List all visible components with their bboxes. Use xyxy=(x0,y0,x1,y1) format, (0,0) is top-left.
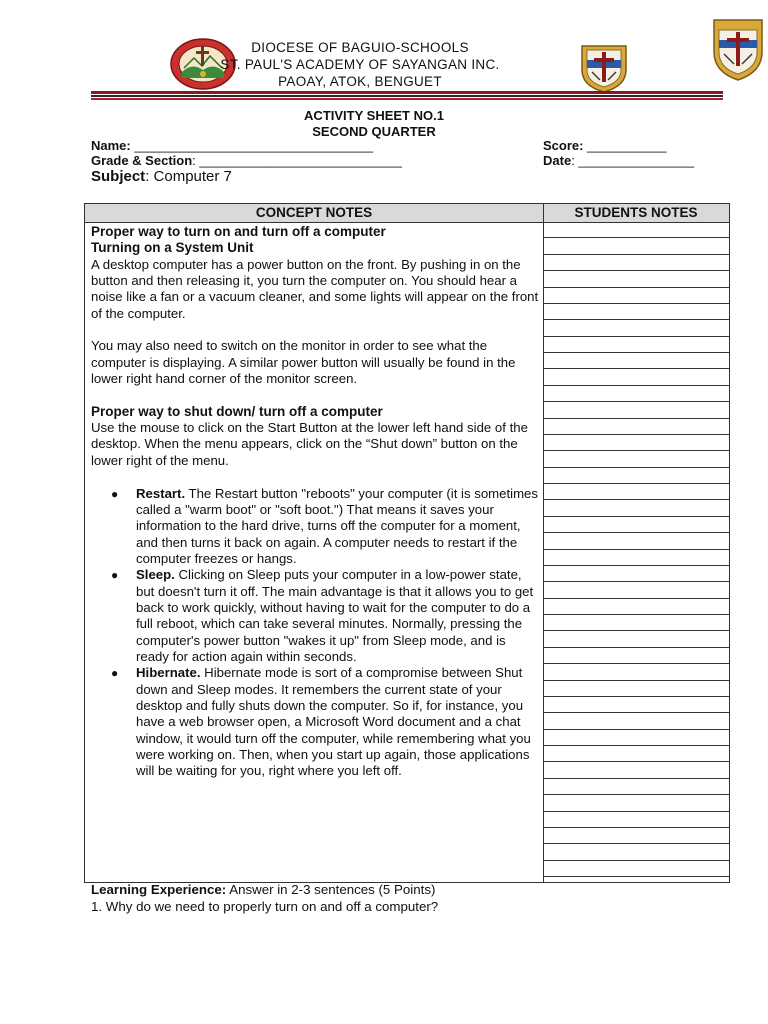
list-item xyxy=(91,567,539,665)
learning-experience-label: Learning Experience: xyxy=(91,882,227,897)
bullet-icon: ● xyxy=(111,666,119,681)
note-line[interactable] xyxy=(544,812,729,828)
note-line[interactable] xyxy=(544,550,729,566)
note-line[interactable] xyxy=(544,844,729,860)
section-heading: Proper way to shut down/ turn off a computer xyxy=(91,403,383,419)
note-line[interactable] xyxy=(544,320,729,336)
note-line[interactable] xyxy=(544,500,729,516)
note-line[interactable] xyxy=(544,730,729,746)
list-item-text: Hibernate mode is sort of a compromise between Shut down and Sleep modes. It remembers the current state of your desktop and fully shuts down the computer. So if, for instance, you have a web browser open, a Microsoft Word document and a chat window, it would turn off the computer, while remembering what you were working on. Then, when you start up again, those applications will be waiting for you, right where you left off. xyxy=(136,665,531,779)
note-line[interactable] xyxy=(544,631,729,647)
note-line[interactable] xyxy=(544,599,729,615)
score-blank[interactable]: ___________ xyxy=(583,138,667,153)
options-list xyxy=(91,486,539,780)
header-rule-bottom xyxy=(91,98,723,100)
note-line[interactable] xyxy=(544,582,729,598)
note-line[interactable] xyxy=(544,435,729,451)
note-line[interactable] xyxy=(544,468,729,484)
note-line[interactable] xyxy=(544,255,729,271)
header-rule-middle xyxy=(91,95,723,97)
list-item-text: Clicking on Sleep puts your computer in a low-power state, but doesn't turn it off. The main advantage is that it allows you to get back to work quickly, without having to wait for the computer to do a full reboot, which can take several minutes. Normally, pressing the computer's power button "wakes it up" from Sleep mode, and is ready for action again within seconds. xyxy=(136,567,534,664)
concept-notes-cell xyxy=(91,224,539,780)
note-line[interactable] xyxy=(544,795,729,811)
note-line[interactable] xyxy=(544,451,729,467)
note-line[interactable] xyxy=(544,762,729,778)
school-name: ST. PAUL'S ACADEMY OF SAYANGAN INC. xyxy=(220,57,500,72)
list-item-label: Sleep. xyxy=(136,567,175,583)
note-line[interactable] xyxy=(544,517,729,533)
note-line[interactable] xyxy=(544,353,729,369)
paragraph: You may also need to switch on the monitor in order to see what the computer is displaying. A similar power button will usually be found in the lower right hand corner of the monitor screen. xyxy=(91,338,516,387)
note-line[interactable] xyxy=(544,713,729,729)
note-line[interactable] xyxy=(544,648,729,664)
name-field[interactable] xyxy=(91,138,373,154)
students-notes-header: STUDENTS NOTES xyxy=(574,205,698,220)
list-item-text: The Restart button "reboots" your computer (it is sometimes called a "warm boot" or "soft boot.") That means it saves your information to the hard drive, turns off the computer for a moment, and then turns it back on again. A computer needs to restart if the computer freezes or hangs. xyxy=(136,485,538,566)
note-line[interactable] xyxy=(544,238,729,254)
note-line[interactable] xyxy=(544,484,729,500)
name-blank[interactable]: _________________________________ xyxy=(130,138,373,153)
learning-experience xyxy=(91,881,435,898)
diocese-name: DIOCESE OF BAGUIO-SCHOOLS xyxy=(251,40,469,55)
note-line[interactable] xyxy=(544,828,729,844)
score-field[interactable] xyxy=(543,138,667,154)
note-line[interactable] xyxy=(544,615,729,631)
note-line[interactable] xyxy=(544,288,729,304)
list-item xyxy=(91,665,539,779)
grade-section-blank[interactable]: : ____________________________ xyxy=(192,153,402,168)
subject-value: : Computer 7 xyxy=(145,168,232,185)
bullet-icon: ● xyxy=(111,486,119,501)
note-line[interactable] xyxy=(544,861,729,877)
note-line[interactable] xyxy=(544,681,729,697)
note-line[interactable] xyxy=(544,402,729,418)
concept-notes-header: CONCEPT NOTES xyxy=(85,204,544,222)
note-line[interactable] xyxy=(544,533,729,549)
quarter-title: SECOND QUARTER xyxy=(312,124,436,139)
date-field[interactable] xyxy=(543,153,694,169)
list-item-label: Restart. xyxy=(136,485,186,501)
paragraph: Use the mouse to click on the Start Button at the lower left hand side of the desktop. When the menu appears, click on the “Shut down” button on the lower right of the menu. xyxy=(91,420,528,468)
note-line[interactable] xyxy=(544,746,729,762)
note-line[interactable] xyxy=(544,419,729,435)
date-label: Date xyxy=(543,153,572,168)
note-line[interactable] xyxy=(544,697,729,713)
activity-sheet-title: ACTIVITY SHEET NO.1 xyxy=(304,108,444,123)
note-line[interactable] xyxy=(544,779,729,795)
note-line[interactable] xyxy=(544,304,729,320)
list-item-label: Hibernate. xyxy=(136,665,201,681)
date-blank[interactable]: : ________________ xyxy=(571,153,695,168)
note-line[interactable] xyxy=(544,664,729,680)
grade-section-label: Grade & Section xyxy=(91,153,193,168)
header-rule-top xyxy=(91,91,723,94)
learning-experience-instruction: Answer in 2-3 sentences (5 Points) xyxy=(226,882,436,897)
note-line[interactable] xyxy=(544,271,729,287)
paragraph: A desktop computer has a power button on the front. By pushing in on the button and then releasing it, you turn the computer on. You should hear a noise like a fan or a vacuum cleaner, and some lights will appear on the front of the computer. xyxy=(91,256,539,321)
question-1: 1. Why do we need to properly turn on and off a computer? xyxy=(91,899,439,914)
list-item xyxy=(91,486,539,568)
school-address: PAOAY, ATOK, BENGUET xyxy=(278,74,442,89)
students-notes-cell[interactable] xyxy=(544,222,729,877)
table-header-row xyxy=(85,204,729,223)
section-subheading: Turning on a System Unit xyxy=(91,240,254,256)
subject-field xyxy=(91,169,232,185)
note-line[interactable] xyxy=(544,566,729,582)
grade-section-field[interactable] xyxy=(91,153,402,169)
note-line[interactable] xyxy=(544,337,729,353)
note-line[interactable] xyxy=(544,222,729,238)
section-heading: Proper way to turn on and turn off a computer xyxy=(91,224,386,239)
score-label: Score: xyxy=(543,138,584,153)
name-label: Name: xyxy=(91,138,131,153)
bullet-icon: ● xyxy=(111,568,119,583)
subject-label: Subject xyxy=(91,168,146,185)
notes-table xyxy=(84,203,730,883)
note-line[interactable] xyxy=(544,386,729,402)
note-line[interactable] xyxy=(544,369,729,385)
